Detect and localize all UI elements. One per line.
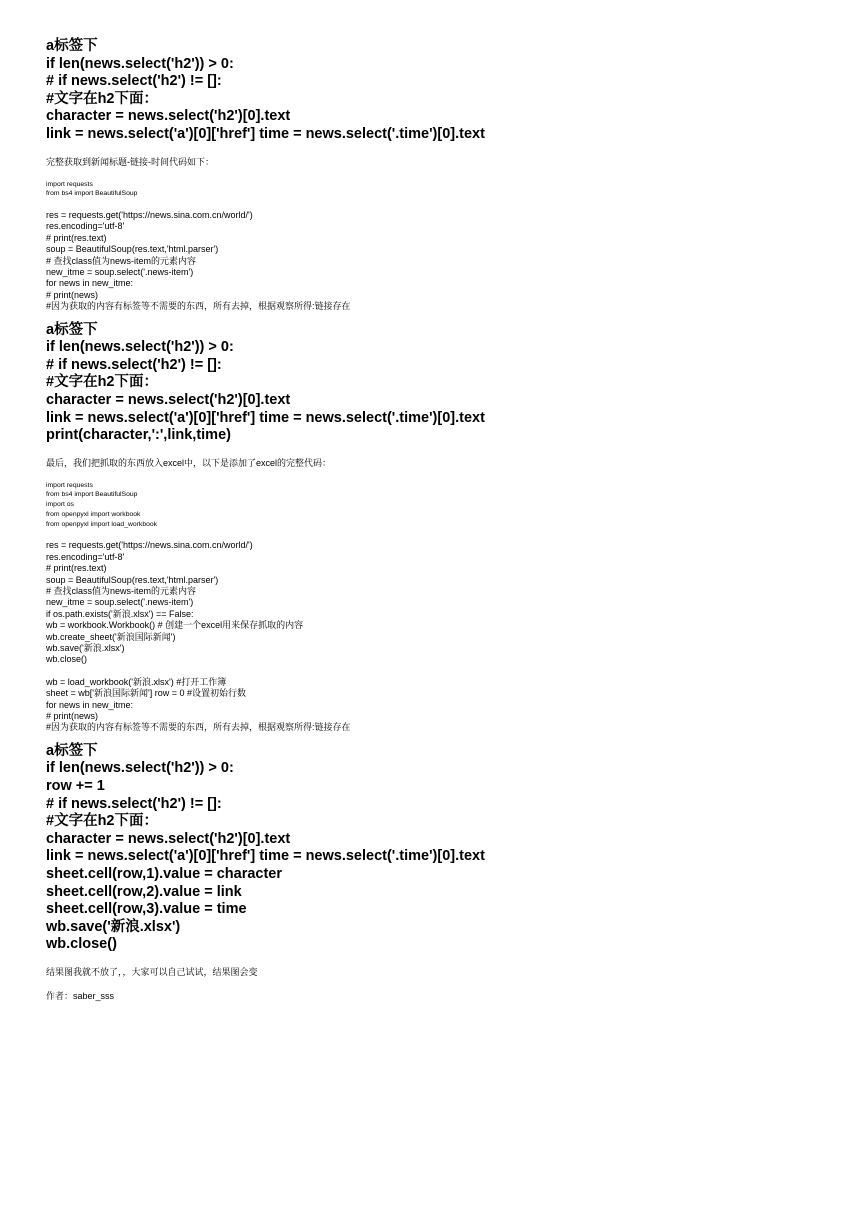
heading-line: # if news.select('h2') != []:	[46, 73, 222, 90]
code-line: # print(res.text)	[46, 563, 107, 574]
heading-line: sheet.cell(row,3).value = time	[46, 901, 247, 918]
code-line: # 查找class值为news-item的元素内容	[46, 585, 197, 596]
code-line: wb.create_sheet('新浪国际新闻')	[46, 631, 176, 642]
intro-paragraph-1: 完整获取到新闻标题-链接-时间代码如下：	[46, 156, 214, 167]
code-line: wb.save('新浪.xlsx')	[46, 642, 125, 653]
outro-paragraph: 结果图我就不放了，，大家可以自己试试，结果图会变	[46, 966, 258, 977]
heading-line: link = news.select('a')[0]['href'] time = news.select('.time')[0].text	[46, 125, 485, 142]
heading-block-1	[46, 38, 826, 144]
code-line: wb = workbook.Workbook() # 创建一个excel用来保存抓取的内容	[46, 620, 304, 631]
heading-line: sheet.cell(row,1).value = character	[46, 865, 283, 882]
code-line: # 查找class值为news-item的元素内容	[46, 255, 197, 266]
code-line: res = requests.get('https://news.sina.com.cn/world/')	[46, 209, 253, 220]
heading-line: if len(news.select('h2')) > 0:	[46, 339, 234, 356]
code-line: # print(news)	[46, 289, 99, 300]
heading-line: #文字在h2下面：	[46, 813, 158, 830]
code-line: # print(res.text)	[46, 232, 107, 243]
imports-block-1	[46, 180, 826, 199]
code-line: #因为获取的内容有标签等不需要的东西，所有去掉，根据观察所得:链接存在	[46, 301, 351, 312]
heading-line: sheet.cell(row,2).value = link	[46, 883, 242, 900]
code-line: res.encoding='utf-8'	[46, 551, 125, 562]
code-line: res = requests.get('https://news.sina.com.cn/world/')	[46, 540, 253, 551]
code-line: new_itme = soup.select('.news-item')	[46, 597, 194, 608]
code-line: soup = BeautifulSoup(res.text,'html.parser')	[46, 574, 219, 585]
code-line: wb.close()	[46, 654, 88, 665]
heading-line: link = news.select('a')[0]['href'] time = news.select('.time')[0].text	[46, 848, 485, 865]
code-line: soup = BeautifulSoup(res.text,'html.parser')	[46, 244, 219, 255]
intro-paragraph-2: 最后，我们把抓取的东西放入excel中，以下是添加了excel的完整代码：	[46, 457, 332, 468]
code-line: if os.path.exists('新浪.xlsx') == False:	[46, 608, 194, 619]
heading-line: print(character,':',link,time)	[46, 427, 231, 444]
code-line: wb = load_workbook('新浪.xlsx') #打开工作簿	[46, 676, 227, 687]
heading-line: wb.save('新浪.xlsx')	[46, 918, 181, 935]
code-line: from openpyxl import load_workbook	[46, 520, 158, 528]
heading-block-3	[46, 743, 826, 954]
code-line: new_itme = soup.select('.news-item')	[46, 267, 194, 277]
heading-line: character = news.select('h2')[0].text	[46, 392, 291, 408]
document-page	[46, 38, 826, 1002]
code-line: from bs4 import BeautifulSoup	[46, 491, 138, 499]
heading-line: wb.close()	[46, 936, 117, 953]
heading-line: if len(news.select('h2')) > 0:	[46, 760, 234, 777]
code-line: for news in new_itme:	[46, 699, 134, 710]
code-line: for news in new_itme:	[46, 278, 134, 289]
heading-line: character = news.select('h2')[0].text	[46, 108, 291, 125]
code-line: from bs4 import BeautifulSoup	[46, 190, 138, 198]
author-line: 作者：saber_sss	[46, 990, 115, 1001]
code-block-2	[46, 540, 826, 665]
code-line: # print(news)	[46, 710, 99, 721]
code-line: import os	[46, 501, 74, 509]
heading-line: if len(news.select('h2')) > 0:	[46, 55, 234, 72]
heading-line: # if news.select('h2') != []:	[46, 356, 222, 373]
code-line: #因为获取的内容有标签等不需要的东西，所有去掉，根据观察所得:链接存在	[46, 722, 351, 733]
heading-line: a标签下	[46, 742, 98, 759]
heading-line: a标签下	[46, 38, 98, 54]
code-block-3	[46, 677, 826, 734]
heading-block-2	[46, 322, 826, 445]
code-line: sheet = wb['新浪国际新闻'] row = 0 #设置初始行数	[46, 688, 246, 699]
imports-block-2	[46, 481, 826, 530]
heading-line: # if news.select('h2') != []:	[46, 795, 222, 812]
heading-line: a标签下	[46, 321, 98, 338]
heading-line: link = news.select('a')[0]['href'] time = news.select('.time')[0].text	[46, 409, 485, 426]
heading-line: row += 1	[46, 777, 105, 794]
code-block-1	[46, 210, 826, 313]
code-line: res.encoding='utf-8'	[46, 221, 125, 232]
code-line: import requests	[46, 481, 93, 489]
heading-line: #文字在h2下面：	[46, 374, 158, 391]
heading-line: character = news.select('h2')[0].text	[46, 830, 291, 847]
code-line: from openpyxl import workbook	[46, 510, 141, 518]
heading-line: #文字在h2下面：	[46, 90, 158, 107]
code-line: import requests	[46, 180, 93, 188]
